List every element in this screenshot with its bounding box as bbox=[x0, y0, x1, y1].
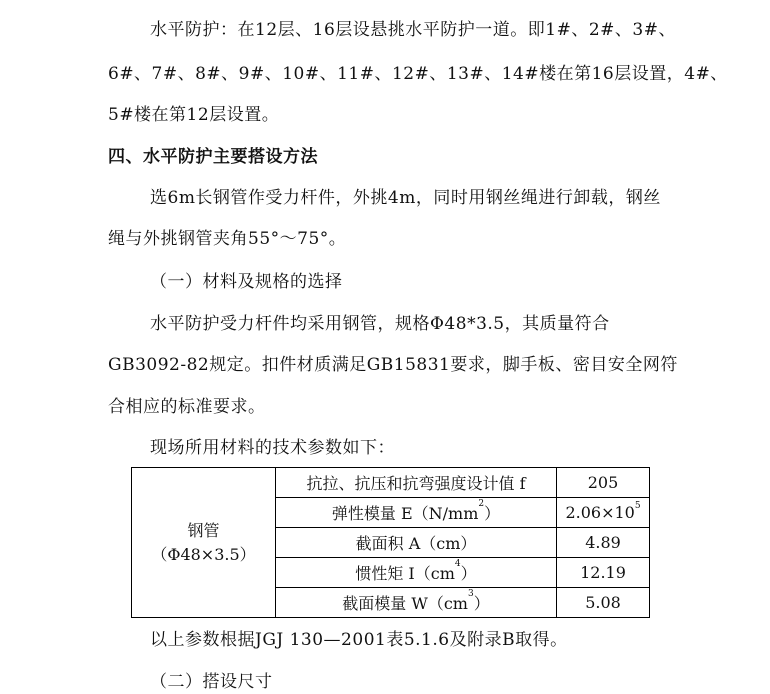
material-spec: （Φ48×3.5） bbox=[151, 544, 256, 564]
material-name-cell bbox=[132, 468, 276, 618]
section-heading-4: 四、水平防护主要搭设方法 bbox=[108, 147, 318, 167]
param-cell: 惯性矩 $I(cm^4)$ bbox=[276, 558, 557, 588]
paragraph-line-12: 以上参数根据JGJ 130—2001表5.1.6及附录B取得。 bbox=[150, 630, 568, 650]
paragraph-line-5: 选6m长钢管作受力杆件，外挑4m，同时用钢丝绳进行卸载，钢丝 bbox=[150, 188, 661, 208]
paragraph-line-1: 水平防护：在12层、16层设悬挑水平防护一道。即1#、2#、3#、 bbox=[150, 20, 676, 40]
material-name: 钢管 bbox=[187, 520, 220, 540]
subheading-materials: （一）材料及规格的选择 bbox=[150, 272, 343, 292]
value-cell: 205 bbox=[557, 468, 650, 498]
paragraph-line-6: 绳与外挑钢管夹角55°～75°。 bbox=[108, 229, 347, 249]
paragraph-line-11: 现场所用材料的技术参数如下： bbox=[150, 438, 395, 458]
value-cell: 5.08 bbox=[557, 588, 650, 618]
table-row bbox=[132, 468, 650, 498]
value-cell: $2.06\times 10^5$ bbox=[557, 498, 650, 528]
paragraph-line-8: 水平防护受力杆件均采用钢管，规格Φ48*3.5，其质量符合 bbox=[150, 314, 610, 334]
param-cell: 截面模量 $W(cm^3)$ bbox=[276, 588, 557, 618]
param-cell: 弹性模量 $E(N/mm^2)$ bbox=[276, 498, 557, 528]
param-cell: 抗拉、抗压和抗弯强度设计值 f bbox=[276, 468, 557, 498]
param-cell: 截面积 A（cm） bbox=[276, 528, 557, 558]
paragraph-line-2: 6#、7#、8#、9#、10#、11#、12#、13#、14#楼在第16层设置，4#、 bbox=[108, 64, 728, 84]
material-parameters-table bbox=[131, 467, 650, 618]
paragraph-line-3: 5#楼在第12层设置。 bbox=[108, 105, 280, 125]
paragraph-line-10: 合相应的标准要求。 bbox=[108, 397, 266, 417]
paragraph-line-9: GB3092-82规定。扣件材质满足GB15831要求，脚手板、密目安全网符 bbox=[108, 355, 678, 375]
value-cell: 12.19 bbox=[557, 558, 650, 588]
subheading-dimensions: （二）搭设尺寸 bbox=[150, 672, 273, 692]
value-cell: 4.89 bbox=[557, 528, 650, 558]
